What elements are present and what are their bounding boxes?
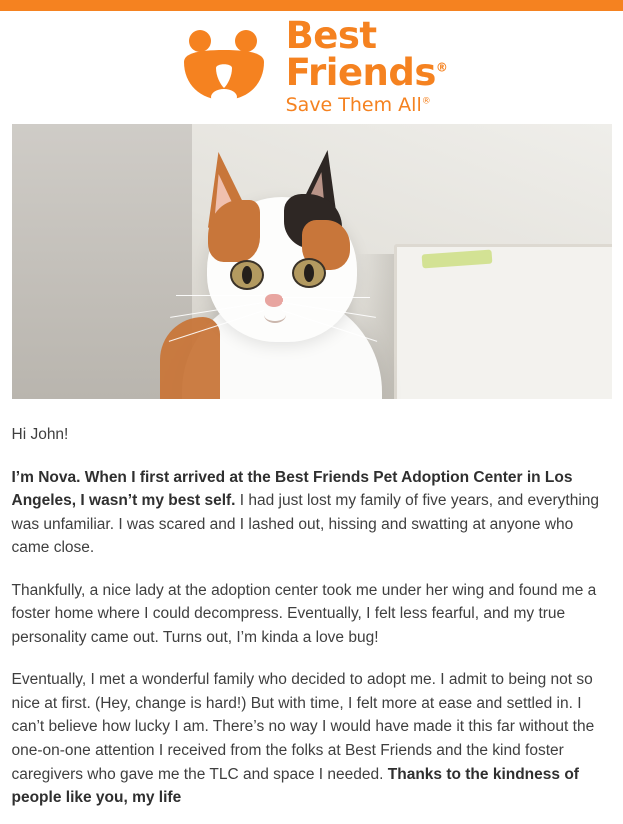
logo-tagline: Save Them All®	[285, 94, 431, 116]
cat-illustration	[152, 142, 422, 399]
email-body	[12, 399, 612, 810]
cat-pupil-right	[304, 264, 314, 282]
cat-eye-right	[292, 258, 326, 288]
cat-pupil-left	[242, 266, 252, 284]
best-friends-logo-mark	[176, 28, 272, 104]
paragraph-2-text: Thankfully, a nice lady at the adoption center took me under her wing and found me a foster home where I could decompress. Eventually, I felt less fearful, and my true personality came out. Turns out, I’m kinda a love bug!	[11, 581, 597, 646]
cat-nose	[265, 294, 283, 307]
top-accent-bar	[0, 0, 623, 11]
registered-mark-icon: ®	[435, 60, 448, 75]
paragraph-1-lead: I’m Nova. When I first arrived at the Best Friends Pet Adoption Center in Los Angeles, I wasn’t my best self.	[11, 468, 573, 510]
paragraph-2	[12, 579, 612, 650]
paragraph-3-text: Eventually, I met a wonderful family who decided to adopt me. I admit to being not so nice at first. (Hey, change is hard!) But with time, I felt more at ease and settled in. I can’t believe how lucky I am. There’s no way I would have made it this far without the one-on-one attention I received from the folks at Best Friends and the kind foster caregivers who gave me the TLC and space I needed.	[11, 671, 595, 783]
cat-eye-left	[230, 260, 264, 290]
paragraph-3-trailing-bold: Thanks to the kindness of people like you, my life	[11, 765, 579, 807]
registered-mark-icon-2: ®	[421, 96, 431, 107]
cat-whisker-3	[282, 297, 370, 298]
best-friends-logo[interactable]	[176, 14, 448, 116]
email-header	[0, 11, 623, 121]
logo-line-best: Best	[285, 14, 377, 57]
cat-body-patch	[160, 317, 220, 399]
greeting-line: Hi John!	[11, 426, 69, 443]
hero-image	[12, 124, 612, 399]
cat-whisker-6	[176, 295, 264, 296]
best-friends-logo-text	[285, 14, 448, 116]
logo-line-friends: Friends®	[285, 51, 448, 94]
paragraph-3	[12, 668, 612, 809]
paragraph-1-rest: I had just lost my family of five years, and everything was unfamiliar. I was scared and I lashed out, hissing and swatting at anyone who came close.	[11, 492, 600, 557]
paragraph-1	[12, 466, 612, 560]
